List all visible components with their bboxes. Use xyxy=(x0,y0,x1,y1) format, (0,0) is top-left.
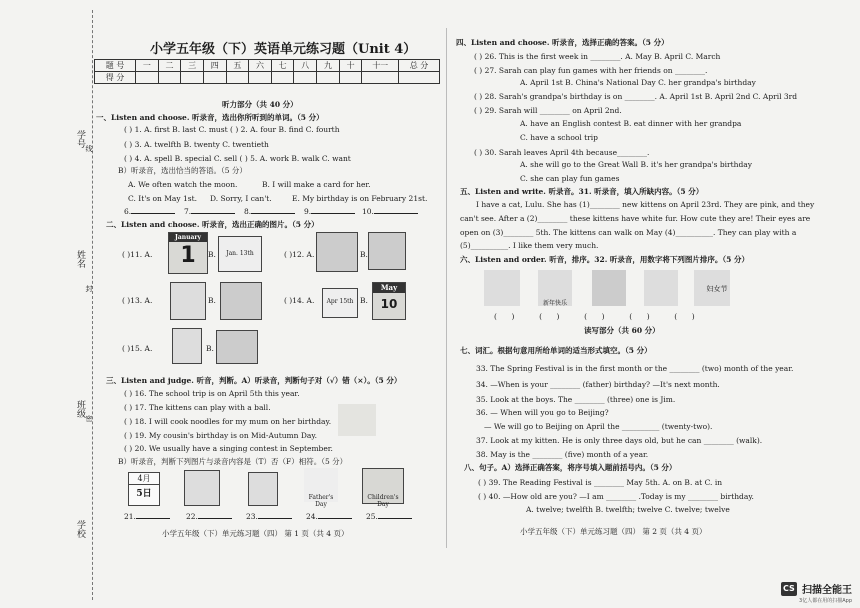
q16: ( ) 16. The school trip is on April 5th this year. xyxy=(124,389,300,398)
q35: 35. Look at the boys. The ________ (three) one is Jim. xyxy=(476,395,676,404)
q39: ( ) 39. The Reading Festival is ________ May 5th. A. on B. at C. in xyxy=(478,478,723,487)
pic-order-newyear xyxy=(538,270,572,306)
label-xingming: 姓名 xyxy=(75,250,85,268)
pic-party-kids xyxy=(316,232,358,272)
pic-birthday-cake xyxy=(338,404,376,436)
q29-options-1: A. have an English contest B. eat dinner with her grandpa xyxy=(520,119,742,128)
option-d: D. Sorry, I can't. xyxy=(210,194,272,203)
score-header-cell: 十 xyxy=(339,60,362,72)
footer-page1: 小学五年级（下）单元练习题（四） 第 1 页（共 4 页） xyxy=(162,529,349,538)
passage-line-1: I have a cat, Lulu. She has (1)________ new kittens on April 23rd. They are pink, and they xyxy=(476,200,815,209)
q14-b: B. xyxy=(360,296,368,305)
q1-q2: ( ) 1. A. first B. last C. must ( ) 2. A. four B. find C. fourth xyxy=(124,125,340,134)
pic-kittens xyxy=(248,472,278,506)
pic-womens-label: 妇女节 xyxy=(706,285,728,293)
page-divider xyxy=(446,28,447,548)
q30-options-1: A. she will go to the Great Wall B. it's her grandpa's birthday xyxy=(520,160,752,169)
section6-heading: 六、Listen and order. 听音，排序。32. 听录音，用数字将下列图片排序。（5 分） xyxy=(460,255,750,264)
pic-jan13-label: Jan. 13th xyxy=(226,250,254,257)
exam-title: 小学五年级（下）英语单元练习题（Unit 4） xyxy=(150,42,417,57)
pic-kids-writing xyxy=(216,330,258,364)
pic-apr15-calendar xyxy=(322,288,358,318)
label-mi: 密 xyxy=(85,415,93,422)
q33: 33. The Spring Festival is in the first month or the ________ (two) month of the year. xyxy=(476,364,794,373)
pic-family-dinner xyxy=(184,470,220,506)
pic-january-label: January xyxy=(169,233,207,242)
pic-jan13-calendar xyxy=(218,236,262,272)
q38: 38. May is the ________ (five) month of a year. xyxy=(476,450,649,459)
q11: ( )11. A. xyxy=(122,250,153,259)
answer-25: 25. xyxy=(366,512,412,522)
label-xian: 线 xyxy=(85,145,93,152)
q19: ( ) 19. My cousin's birthday is on Mid-Autumn Day. xyxy=(124,431,317,440)
q40: ( ) 40. —How old are you? —I am ________ .Today is my ________ birthday. xyxy=(478,492,754,501)
blank-6: 6. xyxy=(124,207,175,217)
section1b-heading: B）听录音，选出恰当的答语。（5 分） xyxy=(118,166,247,175)
blank-10: 10. xyxy=(362,207,418,217)
option-e: E. My birthday is on February 21st. xyxy=(292,194,428,203)
section1-heading: 一、Listen and choose. 听录音，选出你所听到的单词。（5 分） xyxy=(96,113,324,122)
q12-b: B. xyxy=(360,250,368,259)
section3-heading: 三、Listen and judge. 听音，判断。A）听录音，判断句子对（√）错（×）。（5 分） xyxy=(106,376,402,385)
q14: ( )14. A. xyxy=(284,296,315,305)
listening-heading: 听力部分（共 40 分） xyxy=(222,100,298,109)
pic-may-day: 10 xyxy=(380,297,398,311)
q15: ( )15. A. xyxy=(122,344,153,353)
pic-order-womens xyxy=(694,270,730,306)
q40-options: A. twelve; twelfth B. twelfth; twelve C. twelve; twelve xyxy=(526,505,730,514)
label-xiao: 学校 xyxy=(75,520,85,538)
pic-childrens-day-label: Children's Day xyxy=(367,494,399,508)
section7-heading: 七、词汇。根据句意用所给单词的适当形式填空。（5 分） xyxy=(460,346,652,355)
answer-24: 24. xyxy=(306,512,352,522)
pic-order-3 xyxy=(592,270,626,306)
label-xuehao: 学号 xyxy=(75,130,85,148)
pic-fathers-day-label: Father's Day xyxy=(308,494,334,508)
section3b-heading: B）听录音，判断下列图片与录音内容是（T）否（F）相符。（5 分） xyxy=(118,457,348,466)
q11-b: B. xyxy=(208,250,216,259)
passage-line-2: can't see. After a (2)________ these kittens have white fur. How cute they are! Their eyes are xyxy=(460,214,811,223)
q27: ( ) 27. Sarah can play fun games with her friends on ________. xyxy=(474,66,708,75)
option-c: C. It's on May 1st. xyxy=(128,194,198,203)
q4-q5: ( ) 4. A. spell B. special C. sell ( ) 5. A. work B. walk C. want xyxy=(124,154,351,163)
q34: 34. —When is your ________ (father) birthday? —It's next month. xyxy=(476,380,720,389)
score-header-cell: 二 xyxy=(158,60,181,72)
section5-heading: 五、Listen and write. 听录音。31. 听录音，填入所缺内容。（5 分） xyxy=(460,187,704,196)
option-b: B. I will make a card for her. xyxy=(262,180,371,189)
q12: ( )12. A. xyxy=(284,250,315,259)
score-header-cell: 八 xyxy=(294,60,317,72)
q36: 36. — When will you go to Beijing? xyxy=(476,408,609,417)
pic-boy-reading xyxy=(172,328,202,364)
score-header-cell: 十一 xyxy=(362,60,399,72)
score-header-cell: 一 xyxy=(136,60,159,72)
q36-answer: — We will go to Beijing on April the __________ (twenty-two). xyxy=(484,422,713,431)
pic-order-1 xyxy=(484,270,520,306)
passage-line-3: open on (3)________ 5th. The kittens can walk on May (4)__________. They can play with a xyxy=(460,228,797,237)
order-brackets: ( ) ( ) ( ) ( ) ( ) xyxy=(494,312,696,321)
score-header-cell: 九 xyxy=(317,60,340,72)
pic-april-label: 4月 xyxy=(129,473,159,485)
score-header-cell: 五 xyxy=(226,60,249,72)
score-table xyxy=(94,59,440,84)
passage-line-4: (5)__________. I like them very much. xyxy=(460,241,599,250)
label-feng: 封 xyxy=(85,285,93,292)
q37: 37. Look at my kitten. He is only three days old, but he can ________ (walk). xyxy=(476,436,763,445)
blank-9: 9. xyxy=(304,207,355,217)
pic-childrens-day xyxy=(362,468,404,508)
section8-heading: 八、句子。A）选择正确答案，将序号填入题前括号内。（5 分） xyxy=(464,463,677,472)
score-header-cell: 总 分 xyxy=(398,60,439,72)
q18: ( ) 18. I will cook noodles for my mum on her birthday. xyxy=(124,417,332,426)
q28: ( ) 28. Sarah's grandpa's birthday is on ________. A. April 1st B. April 2nd C. April 3rd xyxy=(474,92,798,101)
q30: ( ) 30. Sarah leaves April 4th because________. xyxy=(474,148,650,157)
blank-8: 8. xyxy=(244,207,295,217)
answer-23: 23. xyxy=(246,512,292,522)
pic-boy-eating xyxy=(220,282,262,320)
section2-heading: 二、Listen and choose. 听录音，选出正确的图片。（5 分） xyxy=(106,220,319,229)
pic-may-label: May xyxy=(373,283,405,293)
pic-boy-studying xyxy=(170,282,206,320)
score-header-cell: 六 xyxy=(249,60,272,72)
scanner-watermark xyxy=(781,578,852,604)
q27-options: A. April 1st B. China's National Day C. her grandpa's birthday xyxy=(520,78,756,87)
q3: ( ) 3. A. twelfth B. twenty C. twentieth xyxy=(124,140,269,149)
q13-b: B. xyxy=(208,296,216,305)
q29: ( ) 29. Sarah will ________ on April 2nd. xyxy=(474,106,622,115)
pic-newyear-label: 新年快乐 xyxy=(542,300,567,307)
score-header-cell: 三 xyxy=(181,60,204,72)
q29-options-2: C. have a school trip xyxy=(520,133,598,142)
pic-april-day: 5日 xyxy=(136,489,152,499)
q13: ( )13. A. xyxy=(122,296,153,305)
q17: ( ) 17. The kittens can play with a ball. xyxy=(124,403,271,412)
pic-may10-calendar xyxy=(372,282,406,320)
score-header-cell: 七 xyxy=(271,60,294,72)
score-header-cell: 四 xyxy=(203,60,226,72)
pic-celebration xyxy=(368,232,406,270)
pic-order-4 xyxy=(644,270,678,306)
q26: ( ) 26. This is the first week in ________. A. May B. April C. March xyxy=(474,52,721,61)
label-banji: 班级 xyxy=(75,400,85,418)
pic-fathers-day xyxy=(304,468,338,508)
pic-april5-calendar xyxy=(128,472,160,506)
score-header-cell: 题 号 xyxy=(95,60,136,72)
pic-apr15-label: Apr 15th xyxy=(326,298,354,305)
scanner-tagline: 3亿人都在用的扫描App xyxy=(799,598,852,604)
score-label: 得 分 xyxy=(95,72,136,84)
section4-heading: 四、Listen and choose. 听录音，选择正确的答案。（5 分） xyxy=(456,38,669,47)
q15-b: B. xyxy=(206,344,214,353)
answer-22: 22. xyxy=(186,512,232,522)
scanner-app-name: 扫描全能王 xyxy=(802,585,852,596)
footer-page2: 小学五年级（下）单元练习题（四） 第 2 页（共 4 页） xyxy=(520,527,707,536)
pic-january-calendar xyxy=(168,232,208,274)
writing-heading: 读写部分（共 60 分） xyxy=(584,326,660,335)
q30-options-2: C. she can play fun games xyxy=(520,174,620,183)
camscanner-logo-icon: CS xyxy=(781,582,797,596)
binding-line xyxy=(92,10,93,600)
pic-january-day: 1 xyxy=(180,243,196,268)
option-a: A. We often watch the moon. xyxy=(128,180,238,189)
q20: ( ) 20. We usually have a singing contest in September. xyxy=(124,444,333,453)
blank-7: 7. xyxy=(184,207,235,217)
answer-21: 21. xyxy=(124,512,170,522)
